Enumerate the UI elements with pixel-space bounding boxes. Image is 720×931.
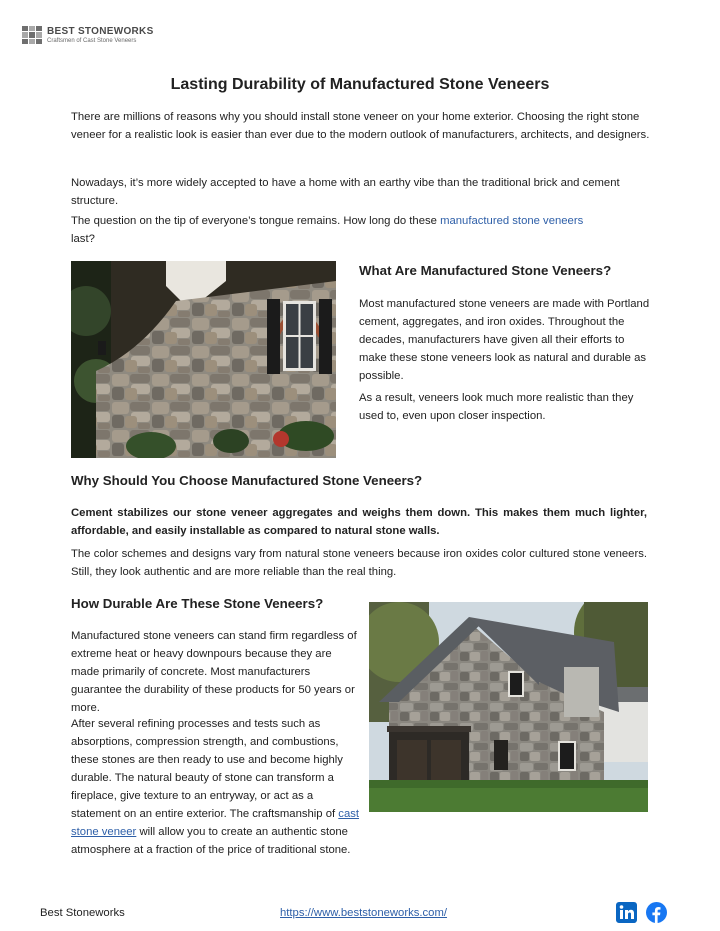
- section2-paragraph-1: Cement stabilizes our stone veneer aggregates and weighs them down. This makes them much lighter, affordable, and easily installable as compared to natural stone walls.: [71, 507, 647, 537]
- section3-text-a: After several refining processes and tests such as absorptions, compression strength, and combustions, these stones are then ready to use and become highly durable. The natural beauty of stone can transform a fireplace, give texture to an entryway, or act as a statement on an entire exterior. The craftsmanship of: [71, 718, 343, 820]
- section-heading-what-are: What Are Manufactured Stone Veneers?: [359, 263, 612, 278]
- section3-paragraph-1: Manufactured stone veneers can stand firm regardless of extreme heat or heavy downpours because they are made primarily of concrete. Most manufacturers guarantee the durability of these products for 50 years or more.: [71, 630, 357, 714]
- section-heading-why-choose: Why Should You Choose Manufactured Stone Veneers?: [71, 473, 423, 488]
- facebook-icon[interactable]: [646, 902, 667, 923]
- intro-paragraph-3-end: last?: [71, 233, 95, 245]
- section3-text-b: will allow you to create an authentic stone atmosphere at a fraction of the price of traditional stone.: [71, 826, 351, 856]
- cast-stone-veneer-link[interactable]: cast stone veneer: [71, 808, 360, 838]
- linkedin-icon[interactable]: [616, 902, 637, 923]
- manufactured-stone-veneers-link[interactable]: manufactured stone veneers: [440, 215, 584, 227]
- logo-name: BEST STONEWORKS: [47, 25, 154, 37]
- stone-house-photo: [369, 602, 648, 812]
- intro-text: The question on the tip of everyone’s tongue remains. How long do these: [71, 215, 441, 227]
- intro-paragraph-3: [71, 212, 631, 230]
- intro-paragraph-2: Nowadays, it’s more widely accepted to have a home with an earthy vibe than the traditional brick and cement structure.: [71, 177, 620, 207]
- stone-wall-photo: [71, 261, 336, 458]
- section-heading-how-durable: How Durable Are These Stone Veneers?: [71, 596, 324, 611]
- page-title: Lasting Durability of Manufactured Stone Veneers: [170, 76, 550, 93]
- section1-paragraph-2: As a result, veneers look much more realistic than they used to, even upon closer inspection.: [359, 392, 634, 422]
- logo-mark-icon: [22, 26, 42, 44]
- logo-tagline: Craftsmen of Cast Stone Veneers: [47, 37, 137, 44]
- section3-paragraph-2: [71, 715, 361, 859]
- footer-website-link[interactable]: https://www.beststoneworks.com/: [280, 907, 448, 919]
- intro-paragraph-1: There are millions of reasons why you should install stone veneer on your home exterior. Choosing the right stone veneer for a realistic look is easier than ever due to the modern outlook of manufacturers, architects, and designers.: [71, 111, 650, 141]
- section2-paragraph-2: The color schemes and designs vary from natural stone veneers because iron oxides color cultured stone veneers. Still, they look authentic and are more reliable than the real thing.: [71, 548, 647, 578]
- footer-company: Best Stoneworks: [40, 907, 125, 919]
- section1-paragraph-1: Most manufactured stone veneers are made with Portland cement, aggregates, and iron oxides. Throughout the decades, manufacturers have given all their efforts to make these stone veneers look as natural and durable as possible.: [359, 298, 650, 382]
- brand-logo[interactable]: [22, 26, 154, 44]
